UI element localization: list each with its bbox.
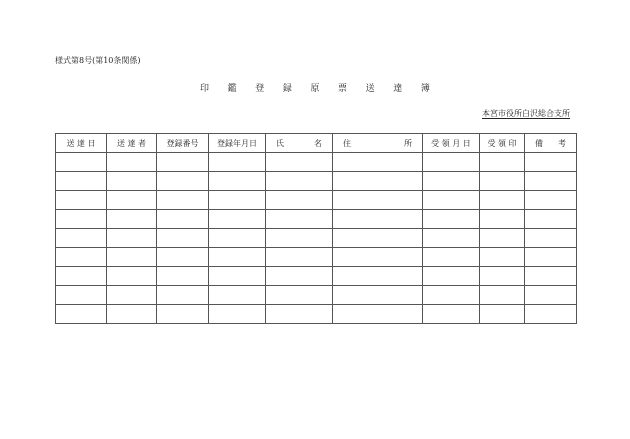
- table-body: [56, 153, 577, 324]
- table-cell-send-date: [56, 305, 107, 324]
- table-row: [56, 286, 577, 305]
- table-cell-sender: [107, 248, 157, 267]
- title-char: 登: [255, 84, 265, 94]
- table-cell-reg-number: [157, 305, 209, 324]
- office-name: 本宮市役所白沢総合支所: [482, 109, 570, 118]
- table-cell-reg-number: [157, 229, 209, 248]
- table-cell-sender: [107, 191, 157, 210]
- table-cell-address: [333, 191, 423, 210]
- title-char: 原: [310, 84, 320, 94]
- table-cell-recv-seal: [480, 248, 525, 267]
- table-cell-reg-number: [157, 191, 209, 210]
- table-cell-reg-date: [209, 191, 266, 210]
- title-char: 鑑: [227, 84, 237, 94]
- table-header-row: [56, 134, 577, 153]
- table-row: [56, 229, 577, 248]
- table-cell-sender: [107, 153, 157, 172]
- table-row: [56, 305, 577, 324]
- table-cell-reg-number: [157, 172, 209, 191]
- table-cell-sender: [107, 267, 157, 286]
- table-cell-sender: [107, 286, 157, 305]
- table-cell-address: [333, 286, 423, 305]
- title-char: 票: [338, 84, 348, 94]
- table-cell-recv-seal: [480, 210, 525, 229]
- header-address: 住 所: [333, 134, 423, 153]
- table-cell-recv-seal: [480, 172, 525, 191]
- header-send-date: 送 達 日: [56, 134, 107, 153]
- table-row: [56, 248, 577, 267]
- table-cell-remarks: [525, 229, 577, 248]
- table-cell-remarks: [525, 286, 577, 305]
- table-cell-address: [333, 172, 423, 191]
- header-registration-number: 登録番号: [157, 134, 209, 153]
- table-cell-send-date: [56, 210, 107, 229]
- form-number: 様式第8号(第10条関係): [55, 56, 141, 65]
- table-cell-reg-date: [209, 267, 266, 286]
- table-row: [56, 267, 577, 286]
- table-row: [56, 191, 577, 210]
- document-title: [200, 81, 430, 94]
- table-cell-remarks: [525, 248, 577, 267]
- header-remarks: 備 考: [525, 134, 577, 153]
- table-cell-name: [266, 172, 333, 191]
- header-sender: 送 達 者: [107, 134, 157, 153]
- table-cell-send-date: [56, 191, 107, 210]
- table-cell-recv-date: [423, 267, 480, 286]
- table-cell-send-date: [56, 248, 107, 267]
- table-cell-address: [333, 229, 423, 248]
- table-cell-recv-date: [423, 305, 480, 324]
- table-cell-sender: [107, 172, 157, 191]
- table-cell-reg-date: [209, 172, 266, 191]
- table-cell-recv-date: [423, 191, 480, 210]
- table-cell-recv-date: [423, 172, 480, 191]
- table-cell-reg-date: [209, 286, 266, 305]
- table-cell-reg-number: [157, 153, 209, 172]
- table-cell-name: [266, 305, 333, 324]
- table-cell-reg-date: [209, 153, 266, 172]
- table-cell-recv-seal: [480, 267, 525, 286]
- table-cell-name: [266, 191, 333, 210]
- table-cell-recv-seal: [480, 286, 525, 305]
- table-cell-reg-date: [209, 210, 266, 229]
- table-cell-remarks: [525, 267, 577, 286]
- title-char: 録: [282, 84, 292, 94]
- table-cell-recv-date: [423, 286, 480, 305]
- table-cell-address: [333, 153, 423, 172]
- table-cell-recv-date: [423, 210, 480, 229]
- table-cell-remarks: [525, 305, 577, 324]
- table-cell-reg-date: [209, 248, 266, 267]
- table-cell-name: [266, 248, 333, 267]
- table-cell-remarks: [525, 153, 577, 172]
- table-cell-address: [333, 305, 423, 324]
- table-cell-address: [333, 210, 423, 229]
- table-cell-send-date: [56, 172, 107, 191]
- table-cell-sender: [107, 229, 157, 248]
- title-char: 達: [393, 84, 403, 94]
- table-cell-reg-number: [157, 248, 209, 267]
- table-cell-send-date: [56, 153, 107, 172]
- table-cell-name: [266, 229, 333, 248]
- table-cell-reg-number: [157, 210, 209, 229]
- table-cell-sender: [107, 210, 157, 229]
- title-char: 送: [365, 84, 375, 94]
- header-registration-date: 登録年月日: [209, 134, 266, 153]
- table-cell-recv-date: [423, 229, 480, 248]
- table-cell-sender: [107, 305, 157, 324]
- table-cell-remarks: [525, 210, 577, 229]
- table-cell-address: [333, 248, 423, 267]
- table-cell-send-date: [56, 286, 107, 305]
- table-cell-remarks: [525, 172, 577, 191]
- header-name: 氏 名: [266, 134, 333, 153]
- table-row: [56, 172, 577, 191]
- table-cell-send-date: [56, 229, 107, 248]
- table-cell-remarks: [525, 191, 577, 210]
- table-cell-name: [266, 267, 333, 286]
- header-receipt-date: 受 領 月 日: [423, 134, 480, 153]
- table-cell-name: [266, 286, 333, 305]
- table-cell-recv-date: [423, 153, 480, 172]
- title-char: 簿: [420, 84, 430, 94]
- table-cell-recv-seal: [480, 153, 525, 172]
- table-cell-name: [266, 210, 333, 229]
- title-char: 印: [200, 84, 210, 94]
- table-row: [56, 210, 577, 229]
- delivery-register-table: [55, 133, 577, 324]
- table-cell-reg-number: [157, 286, 209, 305]
- table-cell-reg-date: [209, 305, 266, 324]
- table-cell-name: [266, 153, 333, 172]
- table-cell-recv-seal: [480, 191, 525, 210]
- table-row: [56, 153, 577, 172]
- table-cell-recv-seal: [480, 305, 525, 324]
- header-receipt-seal: 受 領 印: [480, 134, 525, 153]
- table-cell-address: [333, 267, 423, 286]
- table-cell-reg-number: [157, 267, 209, 286]
- table-cell-recv-seal: [480, 229, 525, 248]
- table-cell-send-date: [56, 267, 107, 286]
- table-cell-recv-date: [423, 248, 480, 267]
- table-cell-reg-date: [209, 229, 266, 248]
